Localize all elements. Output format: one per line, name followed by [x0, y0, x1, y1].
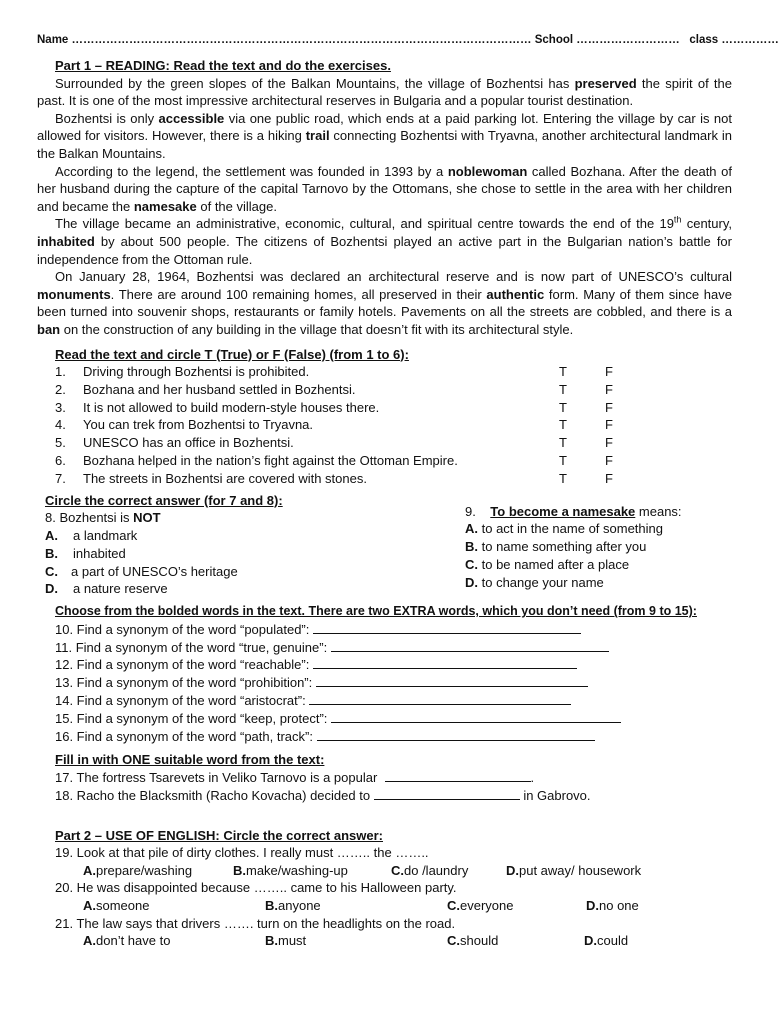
- synonym-question: [55, 674, 732, 692]
- option-letter: C.: [447, 897, 460, 913]
- answer-option[interactable]: [83, 897, 265, 915]
- option-text: to change your name: [478, 574, 604, 590]
- paragraph-5: On January 28, 1964, Bozhentsi was declared an architectural reserve and is now part of UNESCO’s cultural monuments. There are around 100 remaining homes, all preserved in their authentic form. Many of them since have been turned into souvenir shops, restaurants or family hotels. Pavements on all the streets are cobbled, and there is a ban on the construction of any building in the village that doesn’t fit with its architectural style.: [37, 269, 732, 337]
- option-text: to name something after you: [478, 539, 647, 555]
- option-text: to be named after a place: [478, 557, 630, 573]
- school-field[interactable]: ………………………: [576, 34, 680, 46]
- option-text: a landmark: [73, 528, 138, 544]
- statement: Bozhana and her husband settled in Bozhentsi.: [83, 381, 356, 397]
- item-number: 5.: [55, 435, 66, 451]
- question-9: [465, 503, 682, 599]
- tf-item: [55, 470, 615, 488]
- answer-option[interactable]: [465, 556, 682, 574]
- answer-blank[interactable]: [309, 692, 571, 705]
- option-letter: D.: [45, 581, 58, 597]
- answer-option[interactable]: [265, 932, 447, 950]
- true-option[interactable]: T: [559, 381, 567, 397]
- true-false-list: [55, 363, 615, 488]
- statement: You can trek from Bozhentsi to Tryavna.: [83, 417, 314, 433]
- option-letter: C.: [45, 563, 58, 579]
- option-letter: B.: [233, 862, 246, 878]
- option-letter: A.: [83, 933, 96, 949]
- statement: It is not allowed to build modern-style houses there.: [83, 399, 380, 415]
- option-text: should: [460, 933, 499, 949]
- option-text: inhabited: [73, 545, 126, 561]
- answer-option[interactable]: [447, 932, 584, 950]
- paragraph-1: Surrounded by the green slopes of the Balkan Mountains, the village of Bozhentsi has preserved the spirit of the past. It is one of the most impressive architectural reserves in Bulgaria and a popular tourist destination.: [37, 75, 732, 109]
- answer-option[interactable]: [465, 574, 682, 592]
- statement: The streets in Bozhentsi are covered with stones.: [83, 470, 367, 486]
- answer-option[interactable]: [584, 932, 628, 950]
- worksheet: [37, 32, 779, 950]
- tf-item: [55, 381, 615, 399]
- option-text: make/washing-up: [246, 862, 348, 878]
- answer-option[interactable]: [83, 932, 265, 950]
- question-20: 20. He was disappointed because …….. came to his Halloween party.: [55, 880, 457, 896]
- answer-blank[interactable]: [331, 710, 621, 723]
- answer-option[interactable]: [465, 520, 682, 538]
- option-text: could: [597, 933, 629, 949]
- question-text: 15. Find a synonym of the word “keep, protect”:: [55, 710, 328, 726]
- synonym-list: [55, 621, 732, 746]
- item-number: 1.: [55, 364, 66, 380]
- option-text: prepare/washing: [96, 862, 193, 878]
- school-label: School: [534, 34, 574, 46]
- question-19: 19. Look at that pile of dirty clothes. I really must …….. the ……..: [55, 845, 429, 861]
- synonym-question: [55, 692, 732, 710]
- option-text: anyone: [278, 897, 321, 913]
- option-letter: A.: [465, 521, 478, 537]
- part1-title: Part 1 – READING: Read the text and do the exercises.: [55, 58, 391, 73]
- fill-list: [37, 769, 732, 805]
- synonym-question: [55, 728, 732, 746]
- item-number: 4.: [55, 417, 66, 433]
- statement: Bozhana helped in the nation’s fight against the Ottoman Empire.: [83, 453, 458, 469]
- option-letter: B.: [45, 545, 58, 561]
- option-letter: B.: [265, 897, 278, 913]
- answer-option[interactable]: [447, 897, 586, 915]
- option-letter: A.: [83, 862, 96, 878]
- answer-blank[interactable]: [374, 787, 520, 800]
- paragraph-2: Bozhentsi is only accessible via one public road, which ends at a paid parking lot. Entering the village by car is not allowed for visitors. However, there is a hiking trail connecting Bozhentsi with Tryavna, another architectural landmark in the Balkan Mountains.: [37, 110, 732, 161]
- option-letter: D.: [586, 897, 599, 913]
- synonym-question: [55, 639, 732, 657]
- class-label: class: [689, 34, 719, 46]
- statement: Driving through Bozhentsi is prohibited.: [83, 364, 310, 380]
- answer-option[interactable]: [465, 538, 682, 556]
- answer-option[interactable]: [45, 527, 465, 545]
- part2-title: Part 2 – USE OF ENGLISH: Circle the correct answer:: [55, 827, 383, 843]
- option-letter: C.: [465, 557, 478, 573]
- item-number: 3.: [55, 399, 66, 415]
- question-text: 13. Find a synonym of the word “prohibition”:: [55, 675, 313, 691]
- class-field[interactable]: ……………: [721, 34, 779, 46]
- answer-blank[interactable]: [385, 769, 531, 782]
- statement: UNESCO has an office in Bozhentsi.: [83, 435, 294, 451]
- question-text: 11. Find a synonym of the word “true, genuine”:: [55, 639, 328, 655]
- option-text: no one: [599, 897, 639, 913]
- answer-option[interactable]: [45, 545, 465, 563]
- true-option[interactable]: T: [559, 364, 567, 380]
- item-number: 6.: [55, 453, 66, 469]
- question-text: 16. Find a synonym of the word “path, track”:: [55, 728, 313, 744]
- answer-option[interactable]: [45, 580, 465, 598]
- answer-option[interactable]: [391, 862, 506, 880]
- answer-blank[interactable]: [317, 728, 595, 741]
- option-letter: D.: [584, 933, 597, 949]
- answer-option[interactable]: [45, 563, 465, 581]
- false-option[interactable]: F: [605, 470, 613, 486]
- answer-blank[interactable]: [331, 639, 609, 652]
- answer-blank[interactable]: [313, 621, 581, 634]
- synonym-question: [55, 710, 732, 728]
- question-18: 18. Racho the Blacksmith (Racho Kovacha) decided to in Gabrovo.: [55, 787, 591, 803]
- name-label: Name: [37, 34, 69, 46]
- option-letter: A.: [83, 897, 96, 913]
- answer-blank[interactable]: [313, 656, 577, 669]
- option-letter: B.: [465, 539, 478, 555]
- synonym-title: Choose from the bolded words in the text. There are two EXTRA words, which you don’t need (from 9 to 15):: [55, 604, 697, 619]
- answer-option[interactable]: [506, 862, 641, 880]
- question-text: 12. Find a synonym of the word “reachable”:: [55, 657, 310, 673]
- fill-title: Fill in with ONE suitable word from the text:: [55, 752, 325, 768]
- option-letter: B.: [265, 933, 278, 949]
- question-8: [45, 492, 465, 599]
- tf-title: Read the text and circle T (True) or F (False) (from 1 to 6):: [55, 346, 409, 362]
- question-21: 21. The law says that drivers ……. turn on the headlights on the road.: [55, 915, 456, 931]
- option-letter: C.: [391, 862, 404, 878]
- answer-option[interactable]: [265, 897, 447, 915]
- option-text: a part of UNESCO’s heritage: [71, 563, 238, 579]
- option-text: do /laundry: [404, 862, 469, 878]
- header-line: [37, 32, 779, 50]
- q9-stem: 9. To become a namesake means:: [465, 503, 682, 519]
- option-letter: C.: [447, 933, 460, 949]
- true-option[interactable]: T: [559, 417, 567, 433]
- answer-option[interactable]: [233, 862, 391, 880]
- false-option[interactable]: F: [605, 381, 613, 397]
- false-option[interactable]: F: [605, 417, 613, 433]
- paragraph-3: According to the legend, the settlement was founded in 1393 by a noblewoman called Bozhana. After the death of her husband during the capture of the capital Tarnovo by the Ottomans, she chose to settle in the area with her children and became the namesake of the village.: [37, 163, 732, 214]
- false-option[interactable]: F: [605, 435, 613, 451]
- option-text: put away/ housework: [519, 862, 642, 878]
- q8-title: Circle the correct answer (for 7 and 8):: [45, 492, 283, 508]
- tf-item: [55, 363, 615, 381]
- option-text: a nature reserve: [73, 581, 168, 597]
- answer-blank[interactable]: [316, 674, 588, 687]
- option-text: must: [278, 933, 307, 949]
- question-text: 10. Find a synonym of the word “populated”:: [55, 621, 310, 637]
- tf-item: [55, 434, 615, 452]
- question-17: 17. The fortress Tsarevets in Veliko Tarnovo is a popular .: [55, 770, 535, 786]
- option-text: everyone: [460, 897, 514, 913]
- option-text: don’t have to: [96, 933, 171, 949]
- q8-stem: 8. Bozhentsi is NOT: [45, 510, 161, 526]
- false-option[interactable]: F: [605, 399, 613, 415]
- item-number: 7.: [55, 470, 66, 486]
- true-option[interactable]: T: [559, 435, 567, 451]
- synonym-question: [55, 621, 732, 639]
- option-text: to act in the name of something: [478, 521, 663, 537]
- answer-option[interactable]: [586, 897, 639, 915]
- item-number: 2.: [55, 381, 66, 397]
- tf-item: [55, 416, 615, 434]
- true-option[interactable]: T: [559, 453, 567, 469]
- tf-item: [55, 399, 615, 417]
- option-letter: D.: [506, 862, 519, 878]
- option-letter: D.: [465, 574, 478, 590]
- synonym-question: [55, 656, 732, 674]
- question-text: 14. Find a synonym of the word “aristocrat”:: [55, 693, 306, 709]
- false-option[interactable]: F: [605, 453, 613, 469]
- paragraph-4: The village became an administrative, economic, cultural, and spiritual centre towards the end of the 19th century, inhabited by about 500 people. The citizens of Bozhentsi played an active part in the Bulgarian nation’s battle for independence from the Ottoman rule.: [37, 215, 732, 267]
- true-option[interactable]: T: [559, 399, 567, 415]
- tf-item: [55, 452, 615, 470]
- true-option[interactable]: T: [559, 470, 567, 486]
- use-of-english: [37, 844, 732, 950]
- answer-option[interactable]: [83, 862, 233, 880]
- name-field[interactable]: …………………………………………………………………………………………………………: [71, 34, 532, 46]
- option-letter: A.: [45, 528, 58, 544]
- false-option[interactable]: F: [605, 364, 613, 380]
- option-text: someone: [96, 897, 150, 913]
